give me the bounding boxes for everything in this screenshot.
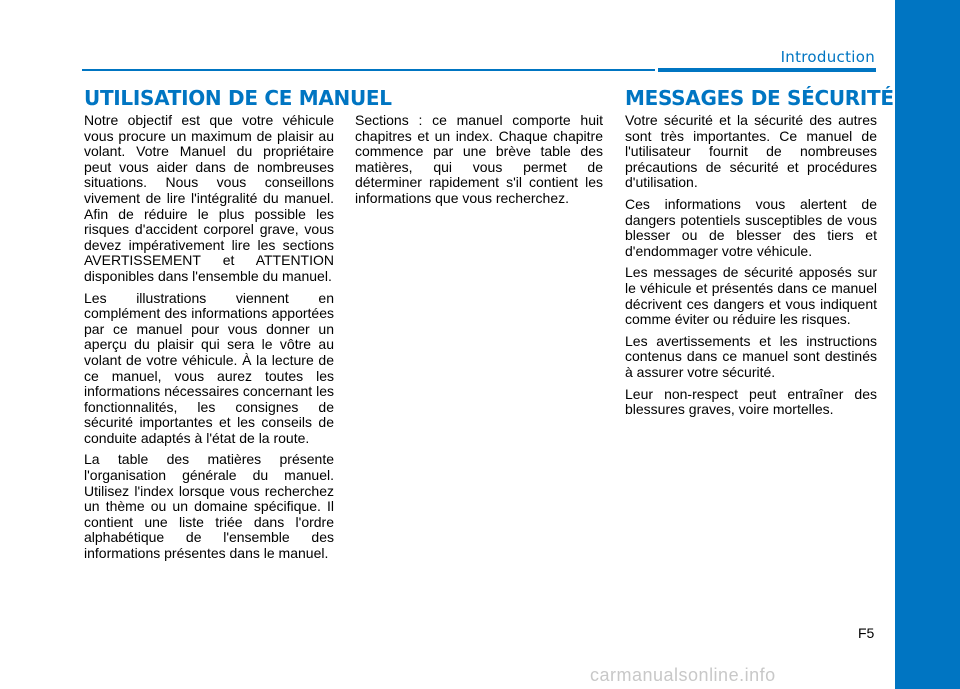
paragraph: Ces informations vous alertent de dangers potentiels susceptibles de vous blesser ou de blesser des tiers et d'endommager votre véhicule.: [625, 195, 877, 259]
heading-messages-securite: MESSAGES DE SÉCURITÉ: [625, 86, 894, 110]
paragraph: La table des matières présente l'organisation générale du manuel. Utilisez l'index lorsque vous recherchez un thème ou un domaine spécifique. Il contient une liste triée dans l'ordre alphabétique de l'ensemble des informations présentes dans le manuel.: [84, 451, 334, 562]
paragraph: Sections : ce manuel comporte huit chapitres et un index. Chaque chapitre commence par une brève table des matières, qui vous permet de déterminer rapidement s'il contient les informations que vous recherchez.: [355, 112, 603, 206]
page-number: F5: [858, 625, 875, 641]
paragraph: Les avertissements et les instructions contenus dans ce manuel sont destinés à assurer votre sécurité.: [625, 332, 877, 380]
paragraph: Les illustrations viennent en complément des informations apportées par ce manuel pour vous donner un aperçu du plaisir qui sera le vôtre au volant de votre véhicule. À la lecture de ce manuel, vous aurez toutes les informations nécessaires concernant les fonctionnalités, les consignes de sécurité importantes et les conseils de conduite adaptés à l'état de la route.: [84, 289, 334, 446]
chapter-title: Introduction: [780, 48, 875, 66]
column-3: [625, 113, 877, 424]
watermark: carmanualsonline.info: [590, 665, 776, 685]
header-rule-accent: [658, 68, 876, 72]
header-rule: [82, 69, 655, 71]
heading-utilisation-manuel: UTILISATION DE CE MANUEL: [84, 86, 392, 110]
column-1: [84, 113, 334, 568]
paragraph: Votre sécurité et la sécurité des autres sont très importantes. Ce manuel de l'utilisateur fournit de nombreuses précautions de sécurité et procédures d'utilisation.: [625, 112, 877, 191]
chapter-side-tab: [895, 0, 960, 689]
paragraph: Notre objectif est que votre véhicule vous procure un maximum de plaisir au volant. Votre Manuel du propriétaire peut vous aider dans de nombreuses situations. Nous vous conseillons vivement de lire l'intégralité du manuel. Afin de réduire le plus possible les risques d'accident corporel grave, vous devez impérativement lire les sections AVERTISSEMENT et ATTENTION disponibles dans l'ensemble du manuel.: [84, 112, 334, 284]
paragraph: Leur non-respect peut entraîner des blessures graves, voire mortelles.: [625, 385, 877, 418]
paragraph: Les messages de sécurité apposés sur le véhicule et présentés dans ce manuel décrivent ces dangers et vous indiquent comme éviter ou réduire les risques.: [625, 264, 877, 328]
column-2: [355, 113, 603, 213]
